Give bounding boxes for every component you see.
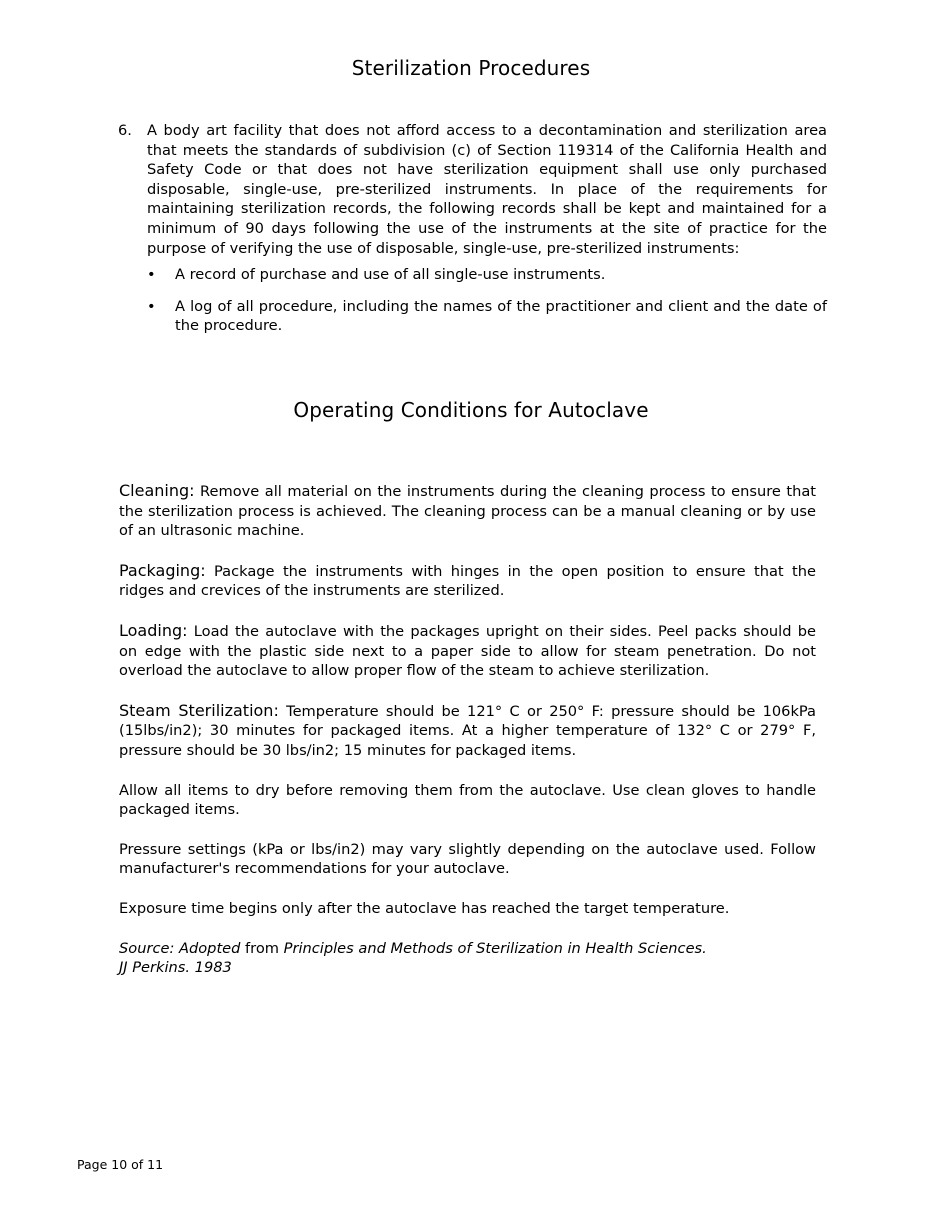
paragraph-exposure: Exposure time begins only after the autoclave has reached the target temperature. [119, 899, 730, 917]
heading-operating-conditions: Operating Conditions for Autoclave [293, 398, 649, 422]
bullet-list [147, 265, 827, 336]
bullet-icon: • [147, 266, 156, 284]
page-number: Page 10 of 11 [77, 1157, 164, 1172]
list-item-6 [118, 121, 827, 348]
list-item-6-text: A body art facility that does not afford access to a decontamination and sterilization area that meets the standards of subdivision (c) of Section 119314 of the California Health and Safety Code or that does not have sterilization equipment shall use only purchased disposable, single-use, pre-sterilized instruments. In place of the requirements for maintaining sterilization records, the following records shall be kept and maintained for a minimum of 90 days following the use of the instruments at the site of practice for the purpose of verifying the use of disposable, single-use, pre-sterilized instruments: [147, 122, 827, 257]
text-cleaning: Remove all material on the instruments during the cleaning process to ensure that the sterilization process is achieved. The cleaning process can be a manual cleaning or by use of an ultrasonic machine. [119, 483, 816, 540]
list-item-number: 6. [118, 122, 132, 139]
text-steam-sterilization: Temperature should be 121° C or 250° F: pressure should be 106kPa (15lbs/in2); 30 minutes for packaged items. At a higher temperature of 132° C or 279° F, pressure should be 30 lbs/in2; 15 minutes for packaged items. [119, 702, 816, 759]
source-citation [119, 939, 816, 978]
source-from: from [240, 939, 284, 957]
label-loading: Loading: [119, 620, 188, 640]
label-steam-sterilization: Steam Sterilization: [119, 700, 279, 720]
paragraph-pressure: Pressure settings (kPa or lbs/in2) may vary slightly depending on the autoclave used. Follow manufacturer's recommendations for your autoclave. [119, 840, 816, 878]
bullet-text: A log of all procedure, including the names of the practitioner and client and the date of the procedure. [175, 297, 827, 335]
bullet-text: A record of purchase and use of all single-use instruments. [175, 266, 606, 284]
heading-sterilization-procedures: Sterilization Procedures [351, 56, 591, 80]
source-prefix: Source: Adopted [119, 939, 241, 957]
text-packaging: Package the instruments with hinges in the open position to ensure that the ridges and crevices of the instruments are sterilized. [119, 562, 816, 600]
paragraph-steam-sterilization [119, 701, 816, 761]
text-loading: Load the autoclave with the packages upright on their sides. Peel packs should be on edge with the plastic side next to a paper side to allow for steam penetration. Do not overload the autoclave to allow proper flow of the steam to achieve sterilization. [119, 622, 816, 680]
paragraph-packaging [119, 561, 816, 601]
bullet-item [147, 297, 827, 336]
label-packaging: Packaging: [119, 560, 206, 580]
source-title: Principles and Methods of Sterilization in Health Sciences. [283, 939, 707, 957]
paragraph-dry: Allow all items to dry before removing them from the autoclave. Use clean gloves to handle packaged items. [119, 781, 816, 819]
source-author: JJ Perkins. 1983 [119, 959, 232, 977]
bullet-item [147, 265, 827, 285]
label-cleaning: Cleaning: [119, 481, 195, 500]
paragraph-loading [119, 621, 816, 681]
paragraph-cleaning [119, 481, 816, 541]
bullet-icon: • [147, 297, 156, 315]
autoclave-conditions [119, 481, 816, 998]
